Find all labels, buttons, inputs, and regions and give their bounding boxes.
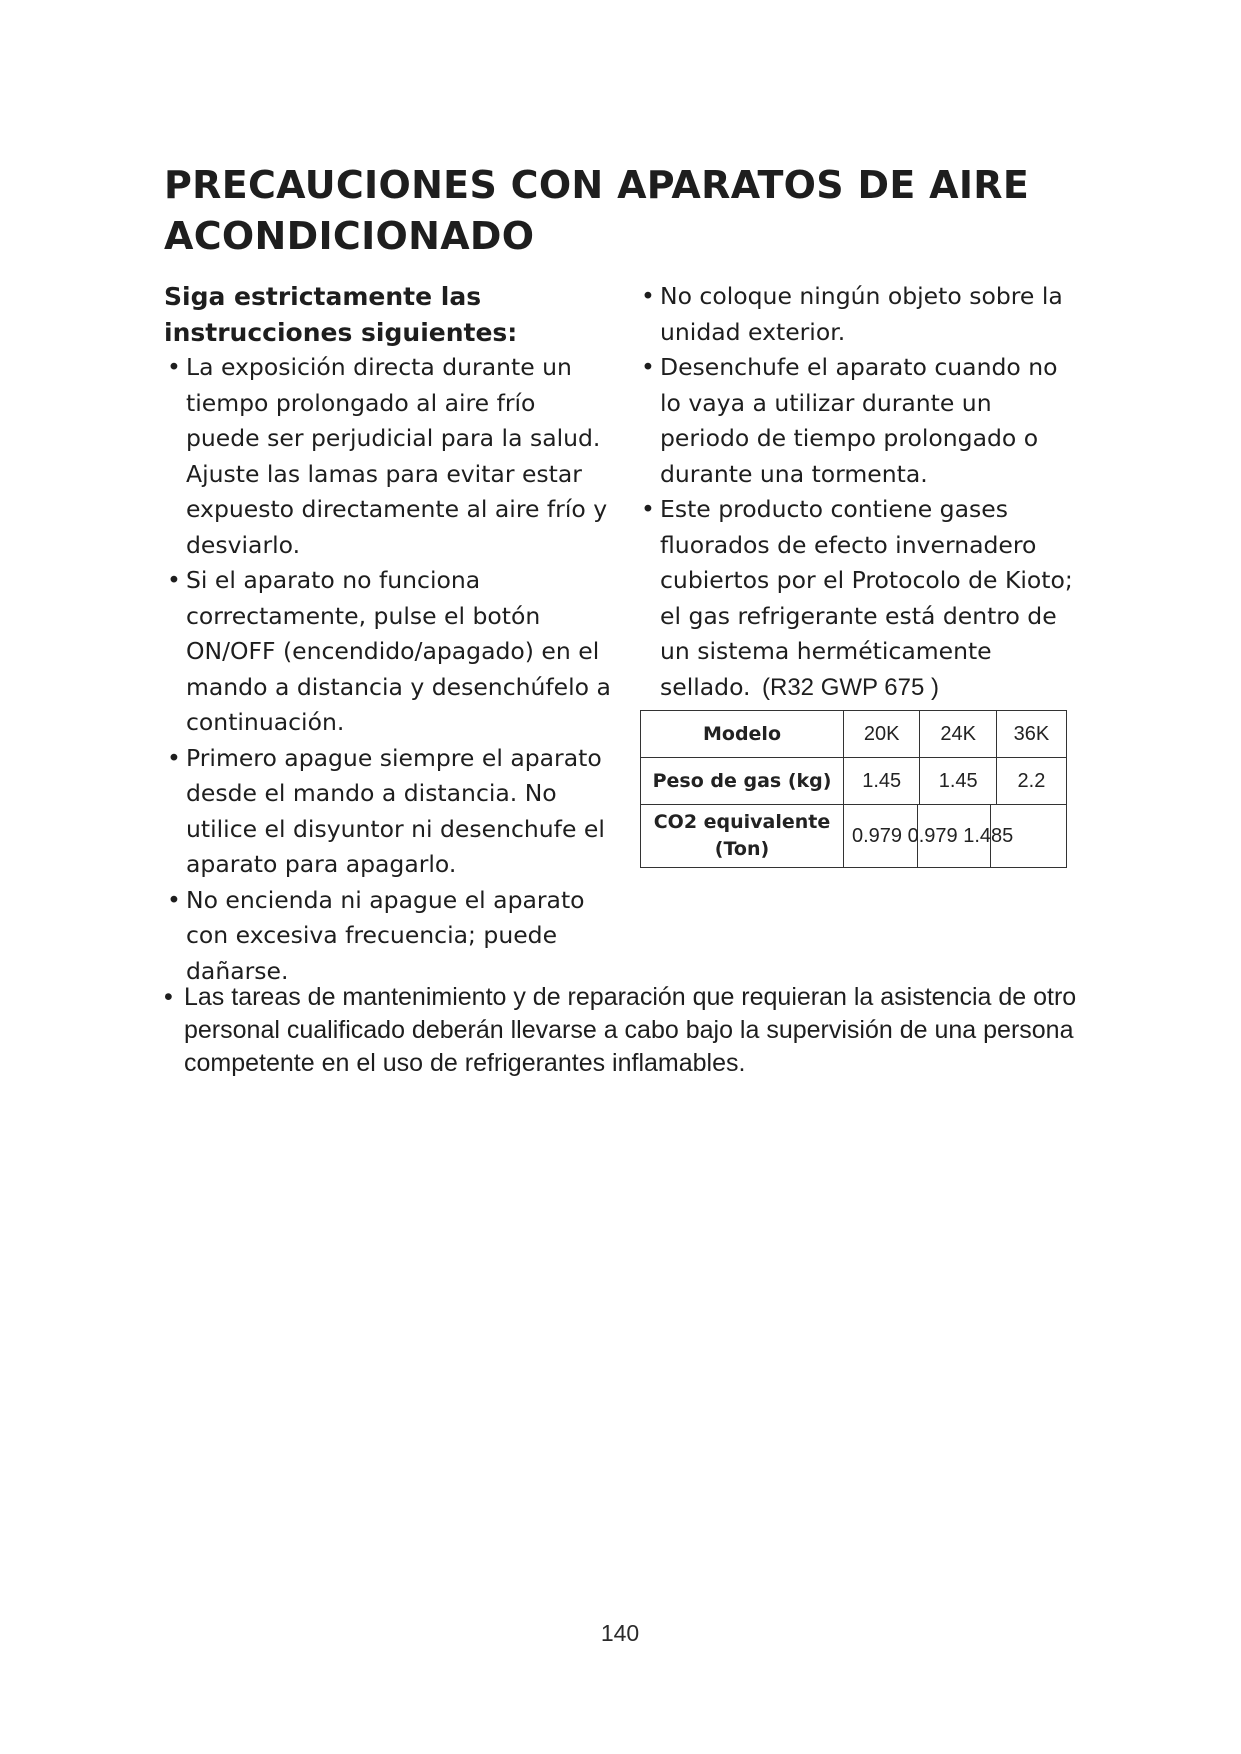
table-row xyxy=(641,805,1067,868)
list-item xyxy=(164,563,616,741)
gas-weight-cell: 1.45 xyxy=(844,758,920,805)
page-number: 140 xyxy=(600,1620,640,1646)
model-cell: 20K xyxy=(844,711,920,758)
gas-weight-cell: 1.45 xyxy=(920,758,996,805)
gas-table xyxy=(640,710,1067,868)
list-item-text: Primero apague siempre el aparato desde el mando a distancia. No utilice el disyuntor ni desenchufe el aparato para apagarlo. xyxy=(186,743,605,878)
left-precaution-list xyxy=(164,350,616,989)
gas-weight-label: Peso de gas (kg) xyxy=(641,758,844,805)
bullet-icon: • xyxy=(167,885,181,914)
bullet-icon: • xyxy=(641,282,655,310)
list-item-text: No coloque ningún objeto sobre la unidad exterior. xyxy=(660,282,1063,346)
list-item xyxy=(638,350,1078,492)
list-item xyxy=(638,279,1078,350)
right-precaution-list xyxy=(638,279,1078,705)
gas-weight-cell: 2.2 xyxy=(996,758,1066,805)
co2-values-cell: 0.979 0.979 1.485 xyxy=(844,805,1067,868)
maintenance-note xyxy=(164,981,1084,1080)
list-item-text: Si el aparato no funciona correctamente, pulse el botón ON/OFF (encendido/apagado) en el mando a distancia y desenchúfelo a continuación. xyxy=(186,566,611,736)
refrigerant-code: (R32 GWP 675 ) xyxy=(762,673,939,701)
right-column xyxy=(638,279,1078,705)
table-row xyxy=(641,758,1067,805)
co2-label xyxy=(641,805,844,868)
table-row xyxy=(641,711,1067,758)
list-item-text: No encienda ni apague el aparato con excesiva frecuencia; puede dañarse. xyxy=(186,885,585,985)
list-item xyxy=(164,350,616,563)
bullet-icon: • xyxy=(641,495,655,523)
maintenance-text: Las tareas de mantenimiento y de reparación que requieran la asistencia de otro personal cualificado deberán llevarse a cabo bajo la supervisión de una persona competente en el uso de refrigerantes inflamables. xyxy=(184,983,1077,1077)
bullet-icon: • xyxy=(167,353,181,381)
bullet-icon: • xyxy=(641,353,655,381)
list-item xyxy=(164,883,616,990)
fluorinated-gas-text: Este producto contiene gases fluorados de efecto invernadero cubiertos por el Protocolo de Kioto; el gas refrigerante está dentro de un sistema herméticamente sellado. xyxy=(660,495,1073,701)
list-item-text: La exposición directa durante un tiempo prolongado al aire frío puede ser perjudicial para la salud. Ajuste las lamas para evitar estar expuesto directamente al aire frío y desviarlo. xyxy=(186,353,608,559)
list-item-text: Desenchufe el aparato cuando no lo vaya a utilizar durante un periodo de tiempo prolongado o durante una tormenta. xyxy=(660,353,1058,488)
model-cell: 24K xyxy=(920,711,996,758)
model-cell: 36K xyxy=(996,711,1066,758)
intro-heading: Siga estrictamente las instrucciones siguientes: xyxy=(164,282,518,347)
page-title: PRECAUCIONES CON APARATOS DE AIRE ACONDICIONADO xyxy=(164,163,1030,258)
model-header: Modelo xyxy=(641,711,844,758)
co2-label-line1: CO2 equivalente xyxy=(653,811,831,833)
bullet-icon: • xyxy=(164,983,173,1011)
bullet-icon: • xyxy=(167,743,181,772)
co2-label-line2: (Ton) xyxy=(714,838,770,860)
bullet-icon: • xyxy=(167,566,181,594)
left-column xyxy=(164,279,616,989)
list-item xyxy=(164,741,616,883)
fluorinated-gas-note xyxy=(638,492,1078,705)
